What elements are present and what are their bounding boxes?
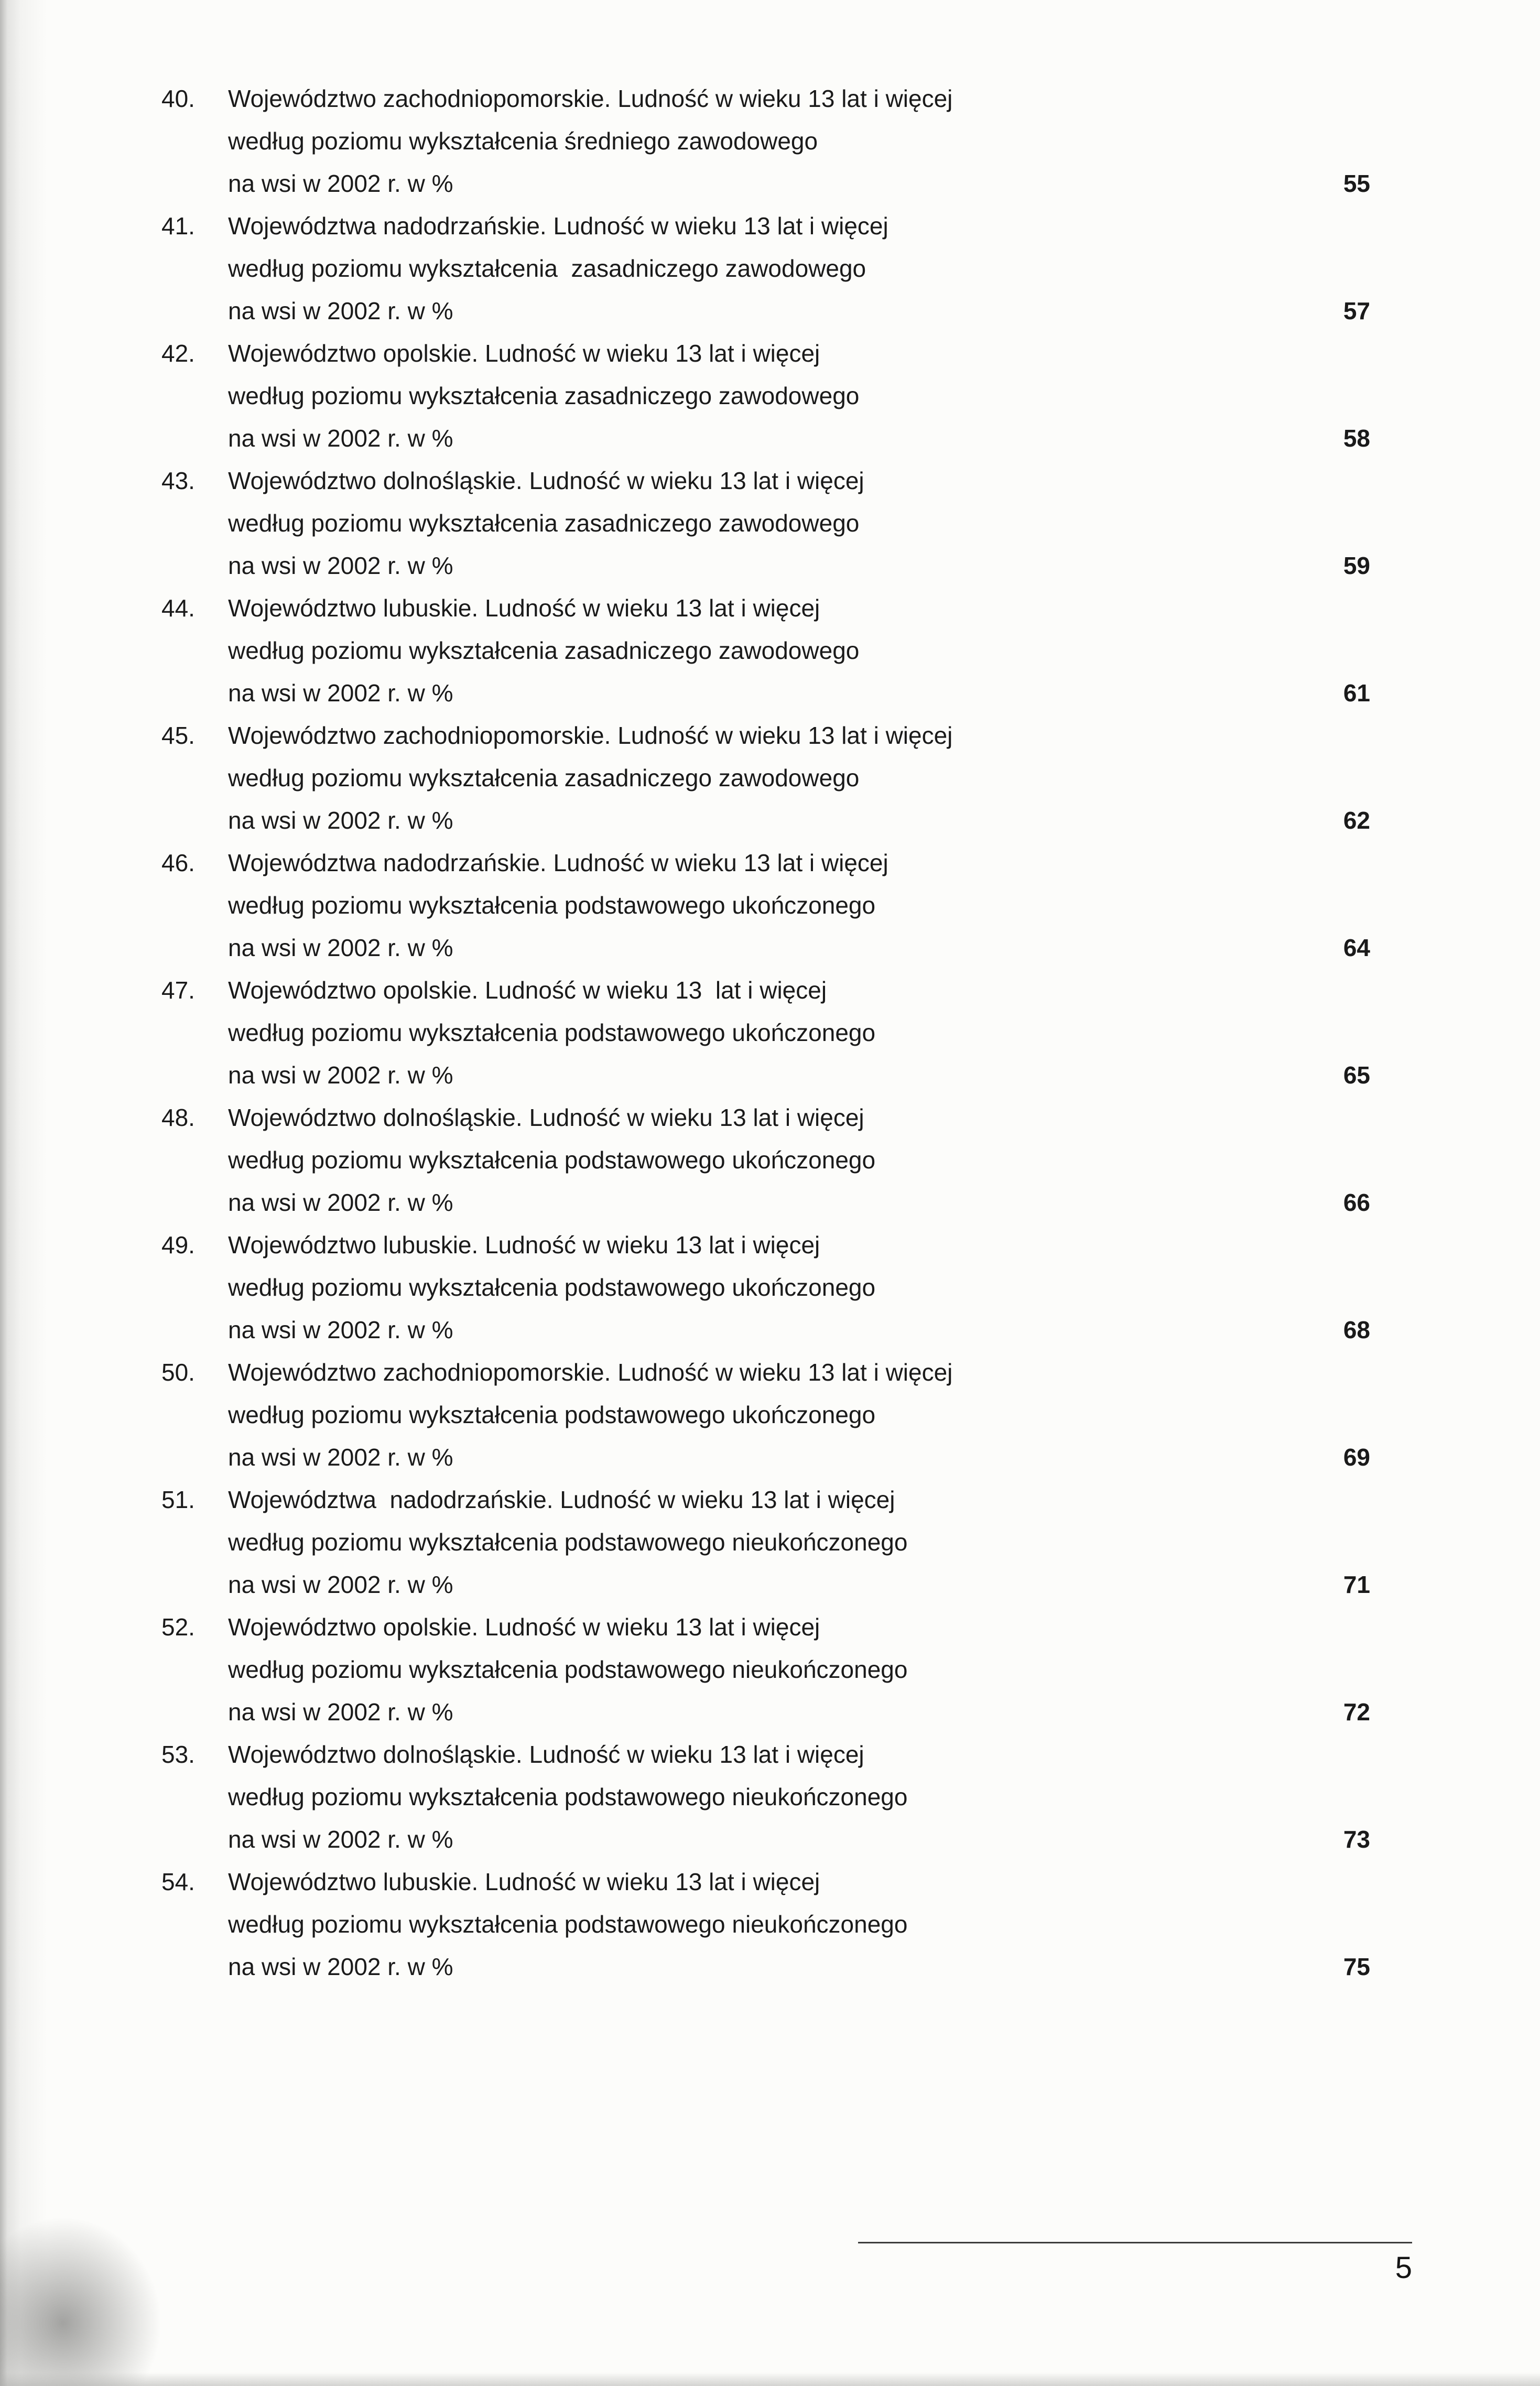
toc-entry-text: [228, 969, 1313, 1097]
toc-entry-line: na wsi w 2002 r. w %: [228, 552, 453, 579]
toc-entry-number: 42.: [161, 340, 195, 367]
toc-entry-number: 54.: [161, 1868, 195, 1895]
toc-entry-text: [228, 587, 1313, 714]
toc-entry-number: 48.: [161, 1104, 195, 1131]
toc-entry: [161, 78, 1370, 205]
toc-entry-text: [228, 842, 1313, 969]
toc-entry-line: Województwa nadodrzańskie. Ludność w wieku 13 lat i więcej: [228, 849, 888, 876]
toc-entry-line: Województwo lubuskie. Ludność w wieku 13 lat i więcej: [228, 594, 820, 622]
toc-entry-page: 69: [1343, 1444, 1370, 1471]
toc-entry-text: [228, 1606, 1313, 1733]
toc-entry-line: Województwo dolnośląskie. Ludność w wieku 13 lat i więcej: [228, 1741, 864, 1768]
toc-entry-number: 47.: [161, 977, 195, 1004]
footer-divider: [858, 2242, 1412, 2243]
toc-entry-line: na wsi w 2002 r. w %: [228, 807, 453, 834]
toc-entry-text: [228, 714, 1313, 842]
toc-entry: [161, 1733, 1370, 1861]
toc-entry-line: Województwo zachodniopomorskie. Ludność w wieku 13 lat i więcej: [228, 85, 953, 112]
toc-entry: [161, 1351, 1370, 1479]
toc-entry-page: 71: [1343, 1571, 1370, 1598]
page-number: 5: [1395, 2251, 1412, 2285]
toc-entry-line: na wsi w 2002 r. w %: [228, 1061, 453, 1089]
toc-entry-line: na wsi w 2002 r. w %: [228, 425, 453, 452]
toc-entry-text: [228, 78, 1313, 205]
toc-entry: [161, 1606, 1370, 1733]
toc-entry-text: [228, 1097, 1313, 1224]
toc-entry-page: 61: [1343, 679, 1370, 707]
toc-entry-number: 49.: [161, 1231, 195, 1259]
toc-entry-number: 50.: [161, 1359, 195, 1386]
toc-entry: [161, 714, 1370, 842]
toc-entry-number: 43.: [161, 467, 195, 494]
toc-entry-page: 65: [1343, 1061, 1370, 1089]
toc-entry-line: Województwo lubuskie. Ludność w wieku 13 lat i więcej: [228, 1231, 820, 1259]
toc-entry-line: według poziomu wykształcenia zasadniczego zawodowego: [228, 382, 860, 409]
toc-entry-line: według poziomu wykształcenia podstawowego ukończonego: [228, 1146, 876, 1174]
toc-entry-line: według poziomu wykształcenia zasadniczego zawodowego: [228, 509, 860, 537]
toc-entry-line: według poziomu wykształcenia zasadniczego zawodowego: [228, 637, 860, 664]
toc-entry-number: 46.: [161, 849, 195, 876]
toc-entry-page: 68: [1343, 1316, 1370, 1343]
toc-entry-line: według poziomu wykształcenia podstawowego ukończonego: [228, 1401, 876, 1428]
toc-entry-number: 40.: [161, 85, 195, 112]
toc-entry-line: na wsi w 2002 r. w %: [228, 679, 453, 707]
toc-entry-line: Województwo dolnośląskie. Ludność w wieku 13 lat i więcej: [228, 1104, 864, 1131]
toc-entry-line: na wsi w 2002 r. w %: [228, 1953, 453, 1980]
toc-entry-line: na wsi w 2002 r. w %: [228, 1571, 453, 1598]
toc-entry-line: według poziomu wykształcenia zasadniczego zawodowego: [228, 764, 860, 791]
toc-entry-page: 59: [1343, 552, 1370, 579]
toc-entry: [161, 332, 1370, 460]
toc-entry-number: 51.: [161, 1486, 195, 1513]
toc-entry-number: 41.: [161, 212, 195, 240]
toc-list: [161, 78, 1370, 1988]
toc-entry-number: 52.: [161, 1613, 195, 1641]
toc-entry-line: według poziomu wykształcenia podstawowego ukończonego: [228, 892, 876, 919]
toc-entry-page: 66: [1343, 1189, 1370, 1216]
toc-entry-text: [228, 1224, 1313, 1351]
toc-entry-line: Województwo dolnośląskie. Ludność w wieku 13 lat i więcej: [228, 467, 864, 494]
toc-entry-line: według poziomu wykształcenia podstawowego nieukończonego: [228, 1783, 908, 1810]
toc-entry-line: według poziomu wykształcenia podstawowego ukończonego: [228, 1274, 876, 1301]
toc-entry-line: Województwo lubuskie. Ludność w wieku 13 lat i więcej: [228, 1868, 820, 1895]
toc-entry: [161, 1861, 1370, 1988]
toc-entry-text: [228, 1479, 1313, 1606]
toc-entry-line: Województwo opolskie. Ludność w wieku 13 lat i więcej: [228, 340, 820, 367]
toc-entry-line: według poziomu wykształcenia podstawowego nieukończonego: [228, 1911, 908, 1938]
scan-shadow-left: [0, 0, 47, 2386]
toc-entry-line: na wsi w 2002 r. w %: [228, 934, 453, 961]
toc-entry-text: [228, 332, 1313, 460]
toc-entry-text: [228, 1733, 1313, 1861]
toc-entry-line: według poziomu wykształcenia średniego zawodowego: [228, 127, 818, 155]
toc-entry: [161, 969, 1370, 1097]
toc-entry-line: Województwo opolskie. Ludność w wieku 13 lat i więcej: [228, 977, 827, 1004]
toc-entry-line: według poziomu wykształcenia podstawowego nieukończonego: [228, 1656, 908, 1683]
toc-entry-text: [228, 460, 1313, 587]
toc-entry-number: 53.: [161, 1741, 195, 1768]
toc-entry-number: 44.: [161, 594, 195, 622]
toc-entry: [161, 460, 1370, 587]
toc-entry: [161, 1479, 1370, 1606]
toc-entry-line: według poziomu wykształcenia podstawowego nieukończonego: [228, 1528, 908, 1556]
toc-entry-page: 72: [1343, 1698, 1370, 1726]
toc-entry-page: 58: [1343, 425, 1370, 452]
toc-entry-page: 75: [1343, 1953, 1370, 1980]
scan-shadow-bottom: [0, 2372, 1540, 2386]
toc-entry-line: na wsi w 2002 r. w %: [228, 1189, 453, 1216]
toc-entry-text: [228, 1861, 1313, 1988]
toc-entry: [161, 205, 1370, 332]
toc-entry-line: Województwa nadodrzańskie. Ludność w wieku 13 lat i więcej: [228, 212, 888, 240]
scan-shadow-corner: [0, 2176, 199, 2386]
toc-entry: [161, 842, 1370, 969]
toc-entry-line: na wsi w 2002 r. w %: [228, 297, 453, 324]
toc-entry-line: według poziomu wykształcenia zasadniczego zawodowego: [228, 255, 866, 282]
toc-entry-line: według poziomu wykształcenia podstawowego ukończonego: [228, 1019, 876, 1046]
toc-entry-page: 57: [1343, 297, 1370, 324]
toc-entry-page: 73: [1343, 1826, 1370, 1853]
toc-entry-line: Województwo opolskie. Ludność w wieku 13 lat i więcej: [228, 1613, 820, 1641]
toc-entry-line: Województwo zachodniopomorskie. Ludność w wieku 13 lat i więcej: [228, 722, 953, 749]
toc-entry-text: [228, 1351, 1313, 1479]
toc-entry-page: 64: [1343, 934, 1370, 961]
toc-entry-line: Województwa nadodrzańskie. Ludność w wieku 13 lat i więcej: [228, 1486, 895, 1513]
toc-entry-line: na wsi w 2002 r. w %: [228, 170, 453, 197]
toc-entry-line: na wsi w 2002 r. w %: [228, 1826, 453, 1853]
toc-entry-number: 45.: [161, 722, 195, 749]
toc-entry: [161, 587, 1370, 714]
toc-entry: [161, 1097, 1370, 1224]
toc-entry-text: [228, 205, 1313, 332]
toc-entry-page: 62: [1343, 807, 1370, 834]
toc-entry-line: na wsi w 2002 r. w %: [228, 1698, 453, 1726]
toc-entry-line: Województwo zachodniopomorskie. Ludność w wieku 13 lat i więcej: [228, 1359, 953, 1386]
toc-entry-line: na wsi w 2002 r. w %: [228, 1444, 453, 1471]
toc-entry-line: na wsi w 2002 r. w %: [228, 1316, 453, 1343]
toc-entry-page: 55: [1343, 170, 1370, 197]
toc-entry: [161, 1224, 1370, 1351]
